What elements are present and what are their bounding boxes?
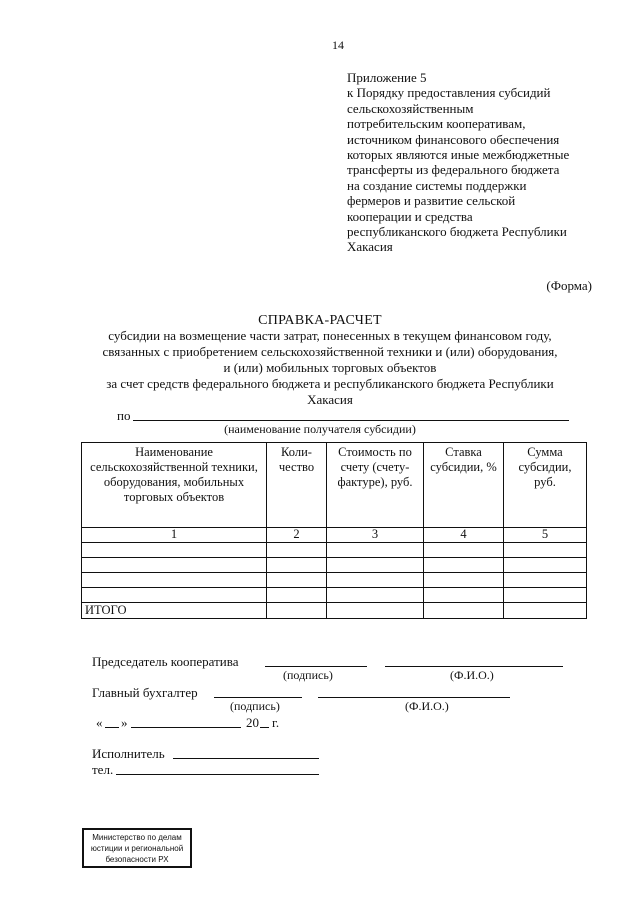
table-cell[interactable] [424, 573, 504, 588]
table-row [82, 588, 587, 603]
appendix-line: республиканского бюджета Республики [347, 224, 567, 240]
chairman-signature-field[interactable] [265, 666, 367, 667]
accountant-signature-field[interactable] [214, 697, 302, 698]
appendix-line: потребительским кооперативам, [347, 116, 526, 132]
appendix-line: сельскохозяйственным [347, 100, 474, 116]
executor-field[interactable] [173, 758, 319, 759]
subtitle-line: Хакасия [307, 392, 353, 407]
table-row [82, 573, 587, 588]
stamp-line: безопасности РХ [105, 855, 169, 864]
name-hint: (Ф.И.О.) [450, 668, 494, 682]
table-cell[interactable] [504, 558, 587, 573]
document-title: СПРАВКА-РАСЧЕТ [258, 313, 382, 328]
appendix-line: трансферты из федерального бюджета [347, 162, 560, 178]
header-cell: Стоимость по счету (счету-фактуре), руб. [327, 443, 424, 528]
appendix-line: источником финансового обеспечения [347, 131, 560, 147]
header-cell: Коли-чество [267, 443, 327, 528]
appendix-line: на создание системы поддержки [347, 177, 527, 193]
chairman-label: Председатель кооператива [92, 654, 239, 669]
total-label: ИТОГО [82, 603, 267, 619]
executor-label: Исполнитель [92, 746, 165, 761]
accountant-name-field[interactable] [318, 697, 510, 698]
table-cell[interactable] [424, 558, 504, 573]
table-cell[interactable] [504, 573, 587, 588]
table-cell[interactable] [267, 543, 327, 558]
table-row [82, 543, 587, 558]
table-cell[interactable] [267, 558, 327, 573]
date-open-quote: « [96, 715, 103, 730]
table-cell[interactable] [82, 588, 267, 603]
appendix-header [347, 70, 617, 255]
table-cell[interactable] [82, 573, 267, 588]
recipient-label: по [117, 408, 131, 423]
total-row [82, 603, 587, 619]
table-cell[interactable] [424, 543, 504, 558]
subtitle-line: связанных с приобретением сельскохозяйственной техники и (или) оборудования, [102, 344, 558, 359]
appendix-line: фермеров и развитие сельской [347, 193, 516, 209]
table-cell[interactable] [327, 543, 424, 558]
date-close-quote: » [121, 715, 128, 730]
total-cell[interactable] [504, 603, 587, 619]
column-number: 1 [82, 528, 267, 543]
appendix-line: к Порядку предоставления субсидий [347, 85, 551, 101]
date-year-prefix: 20 [246, 715, 259, 730]
total-cell[interactable] [267, 603, 327, 619]
header-cell: Сумма субсидии, руб. [504, 443, 587, 528]
table-cell[interactable] [504, 543, 587, 558]
column-number: 5 [504, 528, 587, 543]
chairman-name-field[interactable] [385, 666, 563, 667]
name-hint: (Ф.И.О.) [405, 699, 449, 713]
column-number: 4 [424, 528, 504, 543]
total-cell[interactable] [327, 603, 424, 619]
date-day-field[interactable] [105, 727, 119, 728]
header-cell: Наименование сельскохозяйственной техники, оборудования, мобильных торговых объектов [82, 443, 267, 528]
table-cell[interactable] [327, 573, 424, 588]
appendix-line: кооперации и средства [347, 208, 473, 224]
table-cell[interactable] [267, 573, 327, 588]
signature-hint: (подпись) [230, 699, 280, 713]
subtitle-line: и (или) мобильных торговых объектов [223, 360, 437, 375]
recipient-hint: (наименование получателя субсидии) [224, 422, 416, 436]
phone-label: тел. [92, 762, 114, 777]
stamp-line: юстиции и региональной [90, 844, 184, 853]
page-number: 14 [332, 38, 344, 52]
table-cell[interactable] [504, 588, 587, 603]
accountant-label: Главный бухгалтер [92, 685, 198, 700]
signature-hint: (подпись) [283, 668, 333, 682]
column-number-row [82, 528, 587, 543]
table-cell[interactable] [267, 588, 327, 603]
form-label: (Форма) [546, 278, 592, 293]
ministry-stamp [82, 828, 192, 868]
subtitle-line: за счет средств федерального бюджета и республиканского бюджета Республики [106, 376, 554, 391]
column-number: 2 [267, 528, 327, 543]
subsidy-table [81, 442, 587, 619]
table-cell[interactable] [327, 588, 424, 603]
table-cell[interactable] [82, 543, 267, 558]
date-year-field[interactable] [260, 727, 269, 728]
appendix-line: которых являются иные межбюджетные [347, 147, 570, 163]
table-cell[interactable] [424, 588, 504, 603]
document-subtitle [70, 328, 590, 408]
date-year-suffix: г. [272, 715, 280, 730]
table-cell[interactable] [327, 558, 424, 573]
stamp-line: Министерство по делам [92, 833, 182, 842]
table-cell[interactable] [82, 558, 267, 573]
recipient-field[interactable] [133, 420, 569, 421]
table-row [82, 558, 587, 573]
appendix-line: Хакасия [347, 239, 393, 255]
appendix-line: Приложение 5 [347, 70, 427, 85]
phone-field[interactable] [116, 774, 319, 775]
column-number: 3 [327, 528, 424, 543]
date-month-field[interactable] [131, 727, 241, 728]
total-cell[interactable] [424, 603, 504, 619]
subtitle-line: субсидии на возмещение части затрат, понесенных в текущем финансовом году, [108, 328, 552, 343]
header-cell: Ставка субсидии, % [424, 443, 504, 528]
table-header-row [82, 443, 587, 528]
